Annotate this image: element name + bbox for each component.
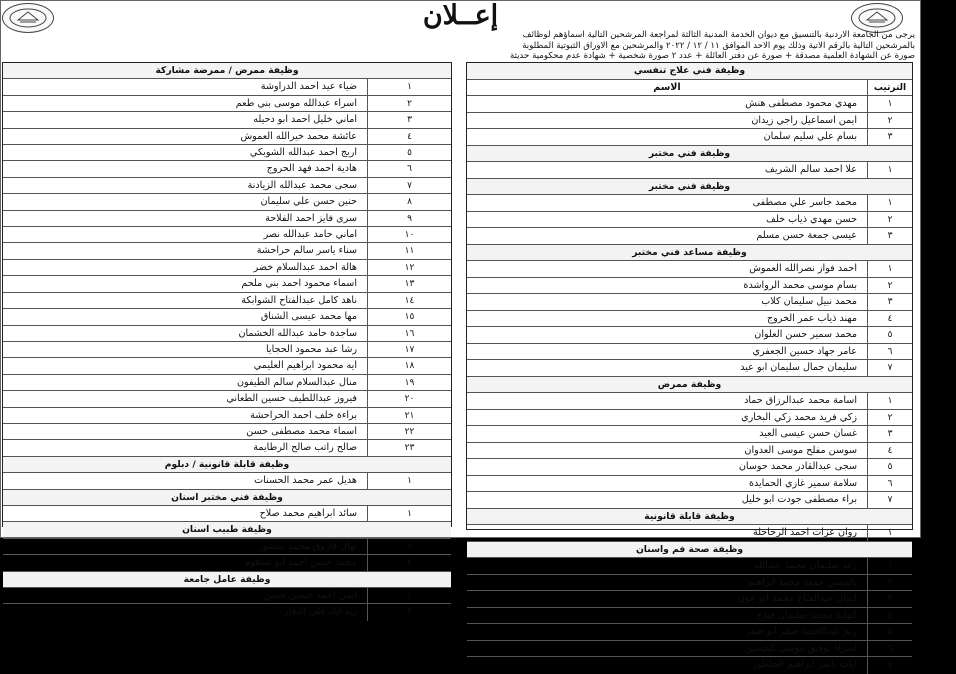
rank-cell: ٥ <box>867 459 912 475</box>
rank-cell: ٨ <box>367 194 451 209</box>
rank-cell: ٢ <box>367 604 451 620</box>
table-row <box>467 393 912 410</box>
rank-cell: ٧ <box>867 360 912 376</box>
rank-cell: ١٦ <box>367 326 451 341</box>
rank-cell: ٢١ <box>367 408 451 423</box>
rank-cell: ٥ <box>367 145 451 160</box>
table-row <box>3 293 451 309</box>
name-cell: مها محمد عيسى الشناق <box>260 311 357 323</box>
name-cell: هالة احمد عبدالسلام خضر <box>253 261 357 273</box>
section-heading-row <box>3 63 451 79</box>
rank-cell: ١ <box>367 473 451 488</box>
table-row <box>3 473 451 489</box>
rank-cell: ٢ <box>867 575 912 591</box>
name-cell: سرى فايز احمد الفلاحة <box>265 212 357 224</box>
rank-cell: ١ <box>367 539 451 554</box>
rank-cell: ١ <box>867 261 912 277</box>
name-cell: محمد حسن احمد ابو شاهوم <box>244 557 357 569</box>
table-row <box>467 410 912 427</box>
section-heading-row <box>467 542 912 559</box>
name-cell: اسراء عبدالله موسى بني طعم <box>235 97 357 109</box>
candidates-table-right <box>466 62 913 670</box>
table-row <box>3 112 451 128</box>
table-row <box>467 608 912 625</box>
name-cell: سلامة سمير غازي الحمايدة <box>748 477 857 489</box>
name-cell: زيد اياد علي النجار <box>283 606 357 618</box>
table-row <box>467 525 912 542</box>
name-cell: ايات ياسر ابراهيم الحاطور <box>752 659 857 670</box>
rank-cell: ١ <box>867 525 912 541</box>
rank-cell: ٣ <box>867 294 912 310</box>
rank-cell: ٤ <box>867 608 912 624</box>
rank-cell: ٧ <box>867 657 912 674</box>
table-row <box>467 96 912 113</box>
name-cell: ريم عبدالحميد صقر ابو صقر <box>745 626 857 637</box>
table-header-row <box>467 80 912 97</box>
table-row <box>467 624 912 641</box>
name-cell: هديل عمر محمد الحسنات <box>254 475 357 487</box>
name-cell: اسراء توفيق موسى الحسين <box>744 642 857 654</box>
table-row <box>467 162 912 179</box>
table-row <box>467 558 912 575</box>
section-heading-row <box>3 457 451 473</box>
name-cell: اسماء محمد مصطفى حسن <box>246 425 357 437</box>
intro-line: صورة عن الشهادة العلمية مصدقة + صورة عن دفتر العائلة + عدد ٢ صورة شخصية + شهادة عدم محكومية حديثة <box>509 51 915 62</box>
name-cell: اريج احمد عبدالله الشوبكي <box>249 147 357 159</box>
section-heading-row <box>467 146 912 163</box>
table-row <box>3 145 451 161</box>
name-cell: روان عزات احمد الرحاحلة <box>752 527 857 538</box>
name-cell: نهال فاروق محمد منصور <box>258 540 357 552</box>
table-row <box>3 440 451 456</box>
rank-cell: ٦ <box>867 476 912 492</box>
rank-cell: ٧ <box>367 178 451 193</box>
table-row <box>3 506 451 522</box>
name-cell: عيسى جمعة حسن مسلم <box>756 230 857 241</box>
table-row <box>3 227 451 243</box>
rank-cell: ١ <box>867 96 912 112</box>
table-row <box>467 294 912 311</box>
name-cell: ايمن احمد حسين حسن <box>264 590 357 601</box>
rank-cell: ١٣ <box>367 276 451 291</box>
candidates-table-left <box>2 62 452 618</box>
intro-paragraph <box>6 30 915 63</box>
name-cell: هادية احمد فهد الحروج <box>266 163 357 175</box>
section-heading: وظيفة طبيب اسنان <box>182 524 272 536</box>
rank-cell: ١١ <box>367 243 451 258</box>
name-cell: غسان حسن عيسى العيد <box>759 428 857 439</box>
name-cell: ايه محمود ابراهيم العليمي <box>253 360 357 372</box>
name-cell: سوسن مفلح موسى العدوان <box>744 444 857 456</box>
table-row <box>3 555 451 571</box>
table-row <box>467 327 912 344</box>
name-cell: سناء ياسر سالم حراحشة <box>256 245 357 257</box>
name-cell: محمد جاسر علي مصطفى <box>752 197 857 208</box>
name-cell: براءة خلف احمد الحراحشة <box>250 409 357 421</box>
name-cell: محمد نبيل سليمان كلاب <box>761 296 857 307</box>
page-title: إعــلان <box>422 0 499 31</box>
rank-cell: ٢ <box>867 113 912 129</box>
rank-cell: ٧ <box>867 492 912 508</box>
rank-column-header: الترتيب <box>867 80 912 96</box>
name-cell: بسام علي سليم سلمان <box>763 131 857 142</box>
table-row <box>467 476 912 493</box>
rank-cell: ١٠ <box>367 227 451 242</box>
rank-cell: ١٤ <box>367 293 451 308</box>
table-row <box>3 358 451 374</box>
name-cell: براء مصطفى جودت ابو خليل <box>741 494 857 505</box>
section-heading-row <box>3 572 451 588</box>
rank-cell: ٢٢ <box>367 424 451 439</box>
table-row <box>467 443 912 460</box>
table-row <box>467 575 912 592</box>
section-heading-row <box>467 509 912 526</box>
table-row <box>3 79 451 95</box>
rank-cell: ١ <box>867 558 912 574</box>
rank-cell: ٣ <box>867 129 912 145</box>
rank-cell: ٢ <box>867 212 912 228</box>
name-cell: ايمن اسماعيل راجي زيدان <box>751 114 857 126</box>
rank-cell: ١٥ <box>367 309 451 324</box>
name-cell: علا احمد سالم الشريف <box>764 164 857 175</box>
rank-cell: ١٢ <box>367 260 451 275</box>
intro-line: يرجى من الجامعة الاردنية بالتنسيق مع ديوان الخدمة المدنية الثالثة لمراجعة المرشحين التالية اسماؤهم لوظائف <box>522 30 915 40</box>
name-cell: اسامة محمد عبدالرزاق حماد <box>744 395 857 406</box>
table-row <box>467 261 912 278</box>
table-row <box>3 243 451 259</box>
name-cell: حسن مهدي ذياب خلف <box>766 213 857 225</box>
table-row <box>467 426 912 443</box>
name-cell: عائشة محمد خيرالله العموش <box>240 130 357 142</box>
name-cell: سجى محمد عبدالله الزيادنة <box>247 179 357 191</box>
table-row <box>3 604 451 620</box>
table-row <box>3 260 451 276</box>
table-row <box>3 375 451 391</box>
table-row <box>3 424 451 440</box>
rank-cell: ٤ <box>867 443 912 459</box>
section-heading: وظيفة قابلة قانونية / دبلوم <box>164 458 290 470</box>
table-row <box>3 309 451 325</box>
name-cell: بسام موسى محمد الرواشدة <box>743 279 857 291</box>
table-row <box>467 641 912 658</box>
section-heading-row <box>467 63 912 80</box>
name-cell: ياسمين جمعة محمد ابراهيم <box>747 576 857 588</box>
table-row <box>3 391 451 407</box>
table-row <box>467 311 912 328</box>
table-row <box>467 344 912 361</box>
section-heading-row <box>467 377 912 394</box>
table-row <box>3 96 451 112</box>
section-heading-row <box>467 179 912 196</box>
table-row <box>3 326 451 342</box>
section-heading: وظيفة فني مختبر اسنان <box>171 491 283 503</box>
rank-cell: ١٧ <box>367 342 451 357</box>
table-row <box>3 588 451 604</box>
rank-cell: ٦ <box>867 344 912 360</box>
table-row <box>467 212 912 229</box>
rank-cell: ٢٣ <box>367 440 451 455</box>
name-cell: رغد سليمان محمد عبدالله <box>754 560 857 571</box>
rank-cell: ٤ <box>867 311 912 327</box>
name-cell: منال عبدالسلام سالم الطيفون <box>236 376 357 388</box>
name-cell: مهند ذياب عمر الخروج <box>766 312 857 324</box>
section-heading-row <box>467 245 912 262</box>
rank-cell: ٥ <box>867 327 912 343</box>
table-row <box>3 178 451 194</box>
rank-cell: ٥ <box>867 624 912 640</box>
rank-cell: ٦ <box>367 161 451 176</box>
name-cell: سليمان جمال سليمان ابو عيد <box>740 362 857 373</box>
name-cell: رشا عبد محمود الحجايا <box>266 343 357 355</box>
rank-cell: ١٨ <box>367 358 451 373</box>
section-heading: وظيفة مساعد فني مختبر <box>632 246 747 258</box>
table-row <box>467 492 912 509</box>
intro-line: بالمرشحين التالية بالرقم الاتية وذلك يوم الاحد الموافق ١١ / ١٢ / ٢٠٢٢ والمرشحين مع الاوراق الثبوتية المطلوبة <box>522 40 915 51</box>
table-row <box>3 276 451 292</box>
section-heading: وظيفة فني علاج تنفسي <box>633 65 746 76</box>
rank-cell: ٤ <box>367 129 451 144</box>
rank-cell: ١ <box>867 162 912 178</box>
section-heading: وظيفة فني مختبر <box>648 147 731 159</box>
table-row <box>3 129 451 145</box>
table-row <box>3 408 451 424</box>
rank-cell: ٣ <box>867 591 912 607</box>
name-cell: الوليد محمد سليمان قندح <box>756 609 857 621</box>
name-cell: ضياء عيد احمد الدراوشة <box>260 81 357 93</box>
table-row <box>467 459 912 476</box>
rank-cell: ٢ <box>367 96 451 111</box>
table-row <box>467 657 912 674</box>
table-row <box>467 113 912 130</box>
table-row <box>467 360 912 377</box>
rank-cell: ٢٠ <box>367 391 451 406</box>
name-cell: فيروز عبداللطيف حسين الطعاني <box>226 393 357 405</box>
section-heading: وظيفة فني مختبر <box>648 180 731 192</box>
rank-cell: ٩ <box>367 211 451 226</box>
rank-cell: ١ <box>367 79 451 94</box>
name-cell: زكي فريد محمد زكي البخاري <box>741 411 857 423</box>
section-heading: وظيفة ممرض <box>657 378 722 390</box>
rank-cell: ٣ <box>867 228 912 244</box>
table-row <box>3 342 451 358</box>
section-heading: وظيفة ممرض / ممرضة مشاركة <box>155 65 299 76</box>
table-row <box>3 161 451 177</box>
name-cell: احمد فواز نصرالله العموش <box>749 263 857 274</box>
section-heading-row <box>3 522 451 538</box>
section-heading-row <box>3 490 451 506</box>
name-cell: سجى عبدالقادر محمد حوسان <box>738 461 857 472</box>
name-cell: حنين حسن علي سليمان <box>260 196 357 208</box>
rank-cell: ١ <box>367 588 451 603</box>
name-cell: صالح راتب صالح الرطايمة <box>253 442 357 454</box>
section-heading: وظيفة عامل جامعة <box>183 573 271 585</box>
name-cell: مهدي محمود مصطفى هنش <box>745 98 857 109</box>
section-heading: وظيفة صحة فم واسنان <box>635 543 744 555</box>
table-row <box>467 591 912 608</box>
name-cell: محمد سمير حسن العلوان <box>754 329 857 340</box>
rank-cell: ١٩ <box>367 375 451 390</box>
rank-cell: ٦ <box>867 641 912 657</box>
rank-cell: ٢ <box>867 410 912 426</box>
rank-cell: ٣ <box>367 112 451 127</box>
name-cell: اسماء محمود احمد بني ملحم <box>241 278 357 290</box>
table-row <box>3 211 451 227</box>
name-cell: عامر جهاد حسين الجعفري <box>752 345 857 357</box>
name-cell: ساجدة حامد عبدالله الخشمان <box>238 327 357 339</box>
table-row <box>467 129 912 146</box>
name-cell: ايمان عبدالفتاح محمد ابو عون <box>737 593 857 604</box>
table-row <box>3 539 451 555</box>
name-cell: اماني حامد عبدالله نصر <box>263 229 357 241</box>
rank-cell: ١ <box>367 506 451 521</box>
table-row <box>3 194 451 210</box>
name-column-header: الاسم <box>653 81 681 93</box>
table-row <box>467 228 912 245</box>
section-heading: وظيفة قابلة قانونية <box>644 510 735 522</box>
table-row <box>467 278 912 295</box>
table-row <box>467 195 912 212</box>
name-cell: اماني خليل احمد ابو دحيله <box>253 114 357 126</box>
rank-cell: ٢ <box>867 278 912 294</box>
rank-cell: ٣ <box>867 426 912 442</box>
rank-cell: ١ <box>867 393 912 409</box>
rank-cell: ١ <box>867 195 912 211</box>
name-cell: ناهد كامل عبدالفتاح الشوابكة <box>241 294 357 306</box>
name-cell: سائد ابراهيم محمد صلاح <box>259 507 357 519</box>
rank-cell: ٢ <box>367 555 451 570</box>
